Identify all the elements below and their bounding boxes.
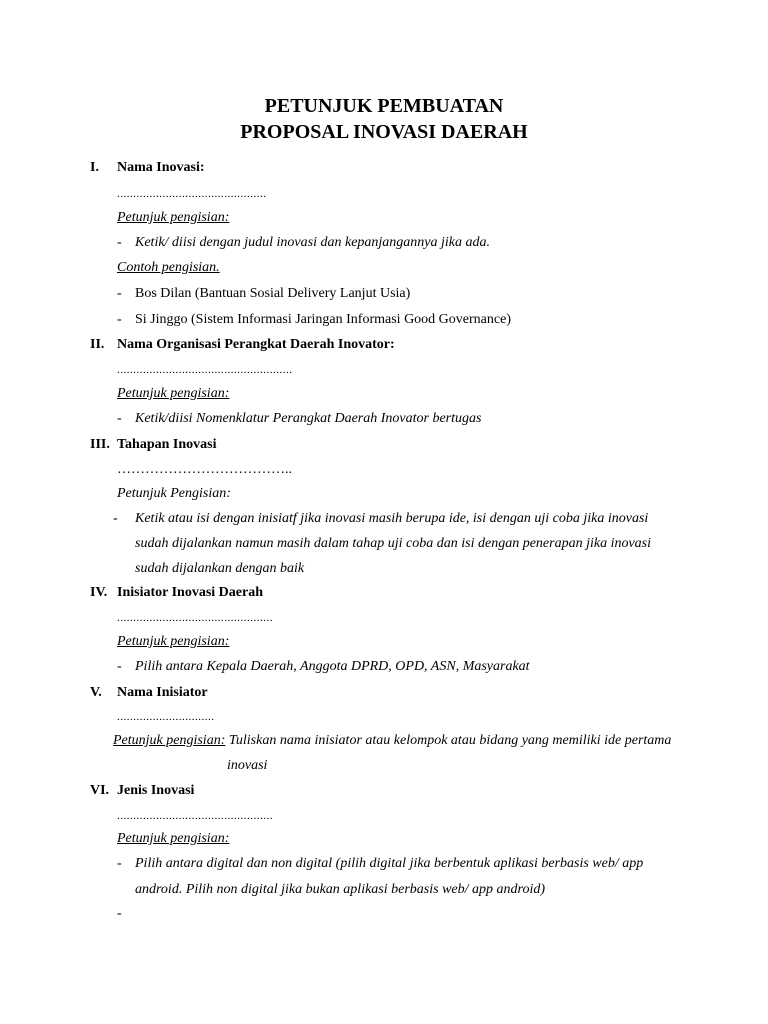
- document-title-line1: PETUNJUK PEMBUATAN: [264, 95, 504, 117]
- section-heading: Nama Organisasi Perangkat Daerah Inovator:: [117, 337, 395, 352]
- section-number: VI.: [90, 783, 110, 798]
- guide-text: Tuliskan nama inisiator atau kelompok atau bidang yang memiliki ide pertama: [225, 733, 672, 748]
- guide-text-continuation: inovasi: [227, 758, 268, 773]
- guide-item: Pilih antara Kepala Daerah, Anggota DPRD, OPD, ASN, Masyarakat: [135, 659, 530, 674]
- guide-item: Ketik/diisi Nomenklatur Perangkat Daerah Inovator bertugas: [135, 411, 482, 426]
- section-number: I.: [90, 160, 99, 175]
- example-item: Bos Dilan (Bantuan Sosial Delivery Lanjut Usia): [135, 286, 411, 301]
- fill-in-dots: ………………………………..: [117, 462, 292, 477]
- bullet-dash: -: [117, 312, 122, 327]
- section-heading: Nama Inisiator: [117, 685, 208, 700]
- bullet-dash: -: [117, 286, 122, 301]
- guide-label: Petunjuk pengisian:: [117, 210, 230, 225]
- example-item: Si Jinggo (Sistem Informasi Jaringan Informasi Good Governance): [135, 312, 511, 327]
- guide-item: Ketik/ diisi dengan judul inovasi dan kepanjangannya jika ada.: [135, 235, 491, 250]
- guide-label: Petunjuk pengisian:: [117, 386, 230, 401]
- section-number: II.: [90, 337, 105, 352]
- fill-in-dots: ................................................: [117, 612, 273, 624]
- bullet-dash: -: [117, 906, 122, 921]
- bullet-dash: -: [113, 511, 118, 526]
- section-number: V.: [90, 685, 102, 700]
- fill-in-dots: ..............................................: [117, 188, 267, 200]
- guide-line: Ketik atau isi dengan inisiatf jika inovasi masih berupa ide, isi dengan uji coba jika inovasi: [135, 511, 649, 526]
- guide-line: sudah dijalankan namun masih dalam tahap uji coba dan isi dengan penerapan jika inovasi: [135, 536, 652, 551]
- section-heading: Jenis Inovasi: [117, 783, 195, 798]
- fill-in-dots: ..............................: [117, 711, 215, 723]
- section-number: III.: [90, 437, 110, 452]
- guide-label: Petunjuk pengisian:: [113, 733, 226, 748]
- bullet-dash: -: [117, 235, 122, 250]
- fill-in-dots: ................................................: [117, 810, 273, 822]
- fill-in-dots: ......................................................: [117, 364, 293, 376]
- example-label: Contoh pengisian.: [117, 260, 220, 275]
- guide-line: sudah dijalankan dengan baik: [135, 561, 305, 576]
- bullet-dash: -: [117, 411, 122, 426]
- guide-line: Pilih antara digital dan non digital (pilih digital jika berbentuk aplikasi berbasis web/ app: [135, 856, 644, 871]
- section-number: IV.: [90, 585, 108, 600]
- guide-label: Petunjuk pengisian:: [117, 634, 230, 649]
- guide-label: Petunjuk Pengisian:: [117, 486, 231, 501]
- bullet-dash: -: [117, 856, 122, 871]
- document-title-line2: PROPOSAL INOVASI DAERAH: [240, 121, 528, 143]
- guide-paragraph: [113, 731, 671, 751]
- bullet-dash: -: [117, 659, 122, 674]
- section-heading: Inisiator Inovasi Daerah: [117, 585, 263, 600]
- guide-label: Petunjuk pengisian:: [117, 831, 230, 846]
- section-heading: Tahapan Inovasi: [117, 437, 217, 452]
- section-heading: Nama Inovasi:: [117, 160, 205, 175]
- guide-line: android. Pilih non digital jika bukan aplikasi berbasis web/ app android): [135, 882, 546, 897]
